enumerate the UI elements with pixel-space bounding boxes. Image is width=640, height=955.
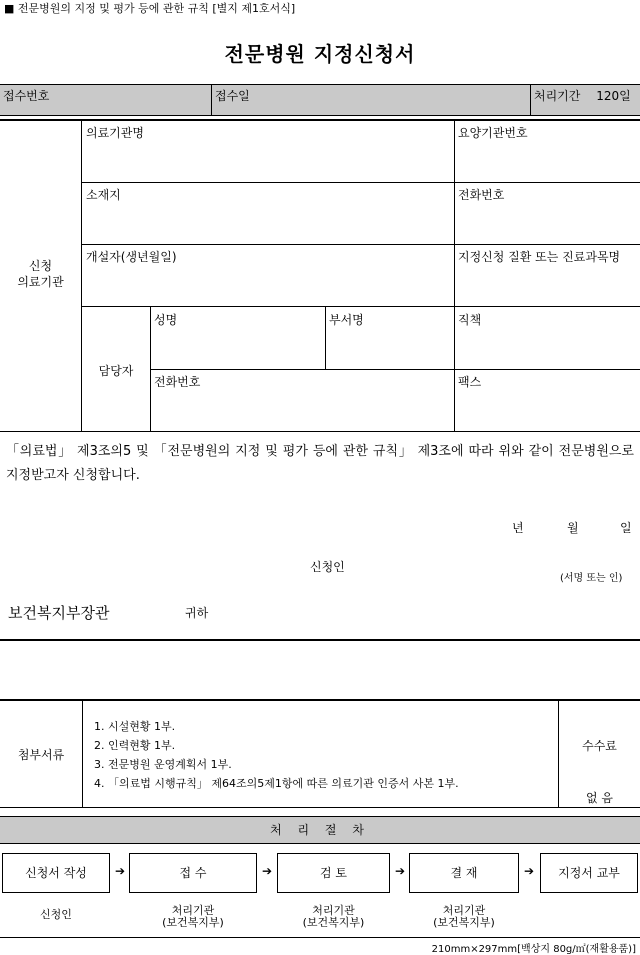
paper-spec-footer: 210mm×297mm[백상지 80g/㎡(재활용품)] [431,944,636,955]
processing-period-label: 처리기간 [534,89,581,103]
arrow-icon: ➔ [395,864,406,878]
phone-label: 전화번호 [458,188,505,202]
honorific: 귀하 [185,606,209,620]
attachment-item-4: 4. 「의료법 시행규칙」 제64조의5제1항에 따른 의료기관 인증서 사본 1부. [94,777,459,790]
attachments-label: 첨부서류 [17,748,65,762]
receipt-date-label: 접수일 [215,89,250,103]
position-input[interactable] [455,327,640,369]
designated-disease-label: 지정신청 질환 또는 진료과목명 [458,250,621,264]
position-label: 직책 [458,313,482,327]
receipt-date-field[interactable] [212,85,530,115]
form-reference-note: ■ 전문병원의 지정 및 평가 등에 관한 규칙 [별지 제1호서식] [4,2,296,15]
step-approval: 결 재 [409,853,519,893]
designated-disease-input[interactable] [455,264,640,306]
arrow-icon: ➔ [115,864,126,878]
arrow-icon: ➔ [524,864,535,878]
receipt-number-field[interactable] [0,85,211,115]
step-issue-certificate: 지정서 교부 [540,853,638,893]
address-input[interactable] [82,202,454,244]
contact-phone-label: 전화번호 [154,375,201,389]
page-title: 전문병원 지정신청서 [224,42,416,66]
processing-period-value: 120일 [596,89,631,103]
fee-label: 수수료 [582,739,617,753]
phone-input[interactable] [455,202,640,244]
step-receipt-actor: 처리기관 (보건복지부) [162,904,224,929]
address-label: 소재지 [86,188,121,202]
date-year: 년 [512,521,524,535]
step-review-actor: 처리기관 (보건복지부) [302,904,365,929]
application-statement: 「의료법」 제3조의5 및 「전문병원의 지정 및 평가 등에 관한 규칙」 제3조에 따라 위와 같이 전문병원으로 지정받고자 신청합니다. [6,444,634,483]
attachment-item-2: 2. 인력현황 1부. [94,739,176,752]
step-application: 신청서 작성 [2,853,110,893]
step-approval-actor: 처리기관 (보건복지부) [433,904,495,929]
department-input[interactable] [326,327,454,369]
procedure-title: 처 리 절 차 [0,816,640,844]
date-month: 월 [567,521,579,535]
receipt-bar [0,84,640,116]
contact-name-label: 성명 [154,313,178,327]
addressee: 보건복지부장관 [8,604,110,622]
receipt-number-label: 접수번호 [3,89,50,103]
institution-section-label: 신청 의료기관 [17,259,64,289]
attachment-item-3: 3. 전문병원 운영계획서 1부. [94,758,232,771]
fax-label: 팩스 [458,375,482,389]
contact-name-input[interactable] [151,327,325,369]
department-label: 부서명 [329,313,364,327]
institution-name-label: 의료기관명 [86,126,144,140]
step-receipt: 접 수 [129,853,257,893]
applicant-label: 신청인 [310,560,345,574]
attachment-item-1: 1. 시설현황 1부. [94,720,176,733]
processing-period-field [531,85,640,115]
step-review: 검 토 [277,853,390,893]
care-institution-code-input[interactable] [455,140,640,182]
step-application-actor: 신청인 [40,908,72,921]
founder-input[interactable] [82,264,454,306]
arrow-icon: ➔ [262,864,273,878]
fee-value: 없 음 [586,791,613,805]
institution-name-input[interactable] [82,140,454,182]
fax-input[interactable] [455,389,640,431]
founder-label: 개설자(생년월일) [86,250,177,264]
contact-phone-input[interactable] [151,389,454,431]
contact-person-label: 담당자 [98,364,134,378]
date-day: 일 [620,521,632,535]
signature-field[interactable]: (서명 또는 인) [560,573,623,584]
care-institution-code-label: 요양기관번호 [458,126,528,140]
